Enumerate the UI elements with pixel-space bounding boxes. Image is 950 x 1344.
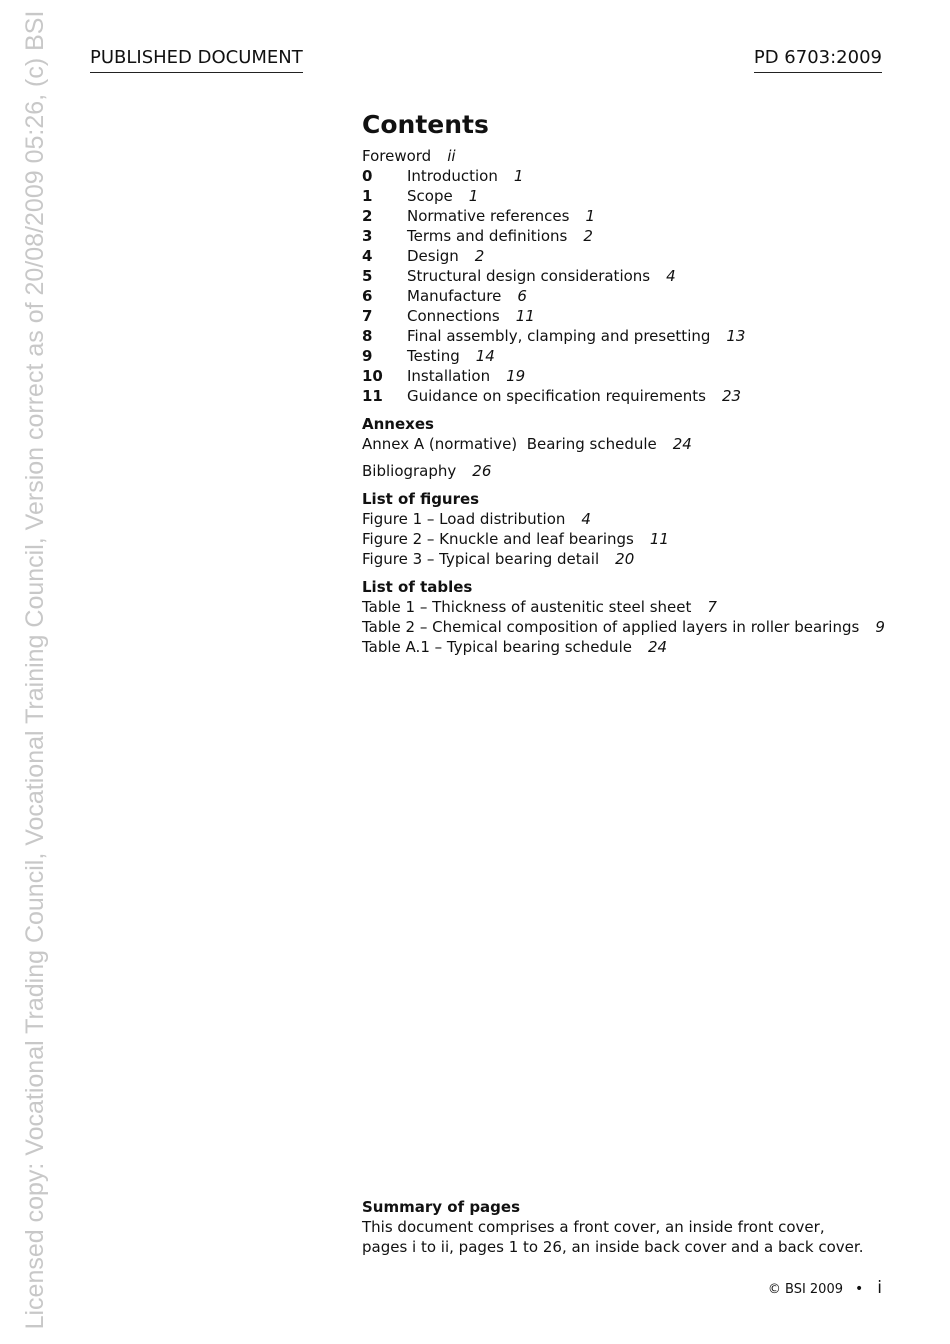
toc-entry-number: 6 xyxy=(362,287,373,305)
page-number: i xyxy=(877,1278,882,1298)
toc-entry-number: 0 xyxy=(362,167,373,185)
table-entry-page: 7 xyxy=(707,598,717,616)
toc-entry-page: 11 xyxy=(515,307,535,325)
toc-entry[interactable] xyxy=(362,386,902,406)
toc-entry[interactable] xyxy=(362,186,902,206)
toc-entry[interactable] xyxy=(362,366,902,386)
toc-entry-page: 1 xyxy=(585,207,596,225)
annex-entry-page: 24 xyxy=(672,435,692,453)
toc-entry-label: Scope xyxy=(407,187,453,205)
table-entry[interactable] xyxy=(362,597,902,617)
annex-entry-label: Annex A (normative) Bearing schedule xyxy=(362,435,657,453)
toc-entry-page: 4 xyxy=(666,267,676,285)
toc-entry[interactable] xyxy=(362,326,902,346)
toc-entry-page: 23 xyxy=(721,387,742,405)
toc-entry-page: 19 xyxy=(506,367,526,385)
summary-line: pages i to ii, pages 1 to 26, an inside back cover and a back cover. xyxy=(362,1238,864,1256)
toc-entry[interactable] xyxy=(362,206,902,226)
table-entry-page: 9 xyxy=(875,618,885,636)
toc-entry-number: 4 xyxy=(362,247,373,265)
toc-entry-page: 1 xyxy=(513,167,524,185)
contents-title: Contents xyxy=(362,110,489,139)
toc-entry[interactable] xyxy=(362,286,902,306)
toc-entry-label: Structural design considerations xyxy=(407,267,651,285)
toc-entry-number: 5 xyxy=(362,267,373,285)
toc-entry[interactable] xyxy=(362,246,902,266)
table-entry-page: 24 xyxy=(647,638,668,656)
summary-line: This document comprises a front cover, an inside front cover, xyxy=(362,1218,825,1236)
toc-entry-page: 1 xyxy=(468,187,479,205)
toc-entry-number: 1 xyxy=(362,187,373,205)
page-footer xyxy=(768,1278,882,1300)
toc-entry-label: Design xyxy=(407,247,459,265)
toc-foreword[interactable] xyxy=(362,146,902,166)
toc-entry-label: Introduction xyxy=(407,167,498,185)
figure-entry-page: 4 xyxy=(581,510,591,528)
toc-entry[interactable] xyxy=(362,226,902,246)
table-entry-label: Table 2 – Chemical composition of applied layers in roller bearings xyxy=(362,618,860,636)
toc-entry-number: 8 xyxy=(362,327,373,345)
toc-entry-page: 2 xyxy=(474,247,485,265)
figure-entry-label: Figure 2 – Knuckle and leaf bearings xyxy=(362,530,634,548)
toc-entry-number: 9 xyxy=(362,347,373,365)
toc-entry-page: 14 xyxy=(475,347,495,365)
bibliography-label: Bibliography xyxy=(362,462,457,480)
figures-heading: List of figures xyxy=(362,490,480,508)
toc-entry-page: 6 xyxy=(517,287,527,305)
bibliography-entry[interactable] xyxy=(362,461,902,481)
figure-entry[interactable] xyxy=(362,549,902,569)
table-entry-label: Table 1 – Thickness of austenitic steel sheet xyxy=(362,598,692,616)
toc-entry-label: Testing xyxy=(407,347,460,365)
document-number-header: PD 6703:2009 xyxy=(754,46,882,73)
toc-entry[interactable] xyxy=(362,266,902,286)
bibliography-page: 26 xyxy=(472,462,492,480)
figure-entry-label: Figure 3 – Typical bearing detail xyxy=(362,550,600,568)
toc-entry-label: Terms and definitions xyxy=(407,227,568,245)
table-entry[interactable] xyxy=(362,617,902,637)
toc-entry-page: 2 xyxy=(583,227,593,245)
figure-entry-page: 20 xyxy=(615,550,635,568)
toc-entry[interactable] xyxy=(362,306,902,326)
document-type-header: PUBLISHED DOCUMENT xyxy=(90,46,303,73)
footer-bullet: • xyxy=(855,1281,864,1297)
toc-entry-label: Final assembly, clamping and presetting xyxy=(407,327,711,345)
toc-foreword-page: ii xyxy=(447,147,456,165)
toc-entry-label: Guidance on specification requirements xyxy=(407,387,706,405)
summary-title: Summary of pages xyxy=(362,1198,521,1216)
table-entry-label: Table A.1 – Typical bearing schedule xyxy=(362,638,632,656)
toc-entry-label: Manufacture xyxy=(407,287,502,305)
figure-entry-page: 11 xyxy=(649,530,669,548)
toc-entry-label: Connections xyxy=(407,307,500,325)
toc-entry-number: 11 xyxy=(362,387,383,405)
annex-entry[interactable] xyxy=(362,434,902,454)
license-watermark: Licensed copy: Vocational Trading Council, Vocational Training Council, Version correct as of 20/08/2009 05:26, (c) BSI xyxy=(21,10,49,1330)
toc-entry-label: Installation xyxy=(407,367,491,385)
annexes-heading: Annexes xyxy=(362,415,434,433)
toc-foreword-label: Foreword xyxy=(362,147,432,165)
toc-entry-number: 10 xyxy=(362,367,383,385)
toc-entry-number: 3 xyxy=(362,227,373,245)
toc-entry-number: 7 xyxy=(362,307,373,325)
table-entry[interactable] xyxy=(362,637,902,657)
tables-heading: List of tables xyxy=(362,578,473,596)
toc-entry-number: 2 xyxy=(362,207,373,225)
copyright-notice: © BSI 2009 xyxy=(767,1282,843,1297)
toc-entry-label: Normative references xyxy=(407,207,570,225)
table-of-contents xyxy=(362,108,902,657)
toc-entry[interactable] xyxy=(362,166,902,186)
toc-entry[interactable] xyxy=(362,346,902,366)
figure-entry-label: Figure 1 – Load distribution xyxy=(362,510,566,528)
summary-of-pages xyxy=(362,1197,882,1257)
toc-entry-page: 13 xyxy=(726,327,746,345)
figure-entry[interactable] xyxy=(362,529,902,549)
figure-entry[interactable] xyxy=(362,509,902,529)
